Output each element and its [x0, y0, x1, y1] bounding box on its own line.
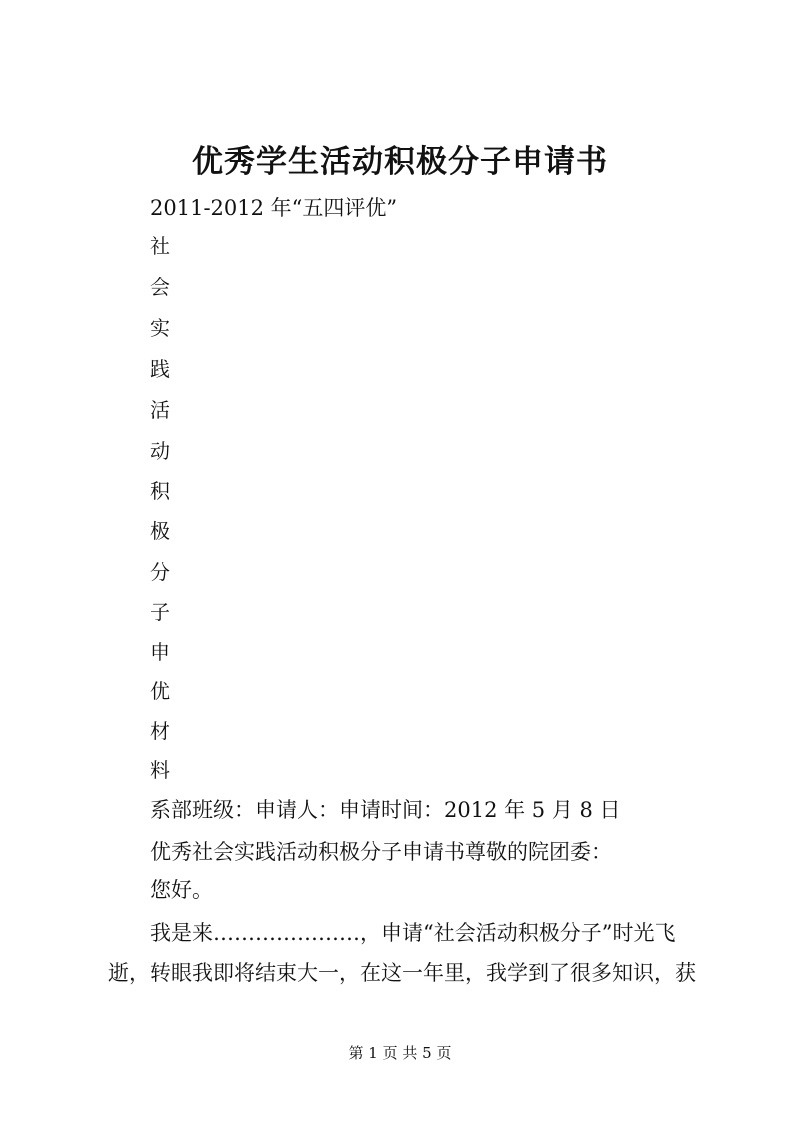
vertical-char: 优: [150, 679, 170, 703]
vertical-char: 申: [150, 640, 170, 664]
vertical-char: 积: [150, 479, 170, 503]
info-line: 系部班级：申请人：申请时间：2012 年 5 月 8 日: [150, 798, 621, 822]
vertical-char: 践: [150, 357, 170, 381]
vertical-char: 社: [150, 234, 170, 258]
body-paragraph-line: 我是来…………………，申请“社会活动积极分子”时光飞: [150, 921, 676, 945]
vertical-char: 活: [150, 398, 170, 422]
document-title: 优秀学生活动积极分子申请书: [192, 144, 608, 180]
vertical-char: 会: [150, 275, 170, 299]
vertical-char: 料: [150, 758, 170, 782]
vertical-char: 材: [150, 719, 170, 743]
greeting-line: 您好。: [150, 878, 213, 902]
vertical-char: 极: [150, 519, 170, 543]
vertical-char: 实: [150, 316, 170, 340]
page-footer: 第 1 页 共 5 页: [348, 1044, 452, 1062]
body-paragraph-line: 逝，转眼我即将结束大一，在这一年里，我学到了很多知识，获: [108, 961, 696, 985]
vertical-char: 分: [150, 560, 170, 584]
vertical-char: 子: [150, 600, 170, 624]
vertical-char: 动: [150, 439, 170, 463]
heading-line: 优秀社会实践活动积极分子申请书尊敬的院团委：: [150, 840, 612, 864]
subtitle-line: 2011-2012 年“五四评优”: [150, 196, 398, 220]
